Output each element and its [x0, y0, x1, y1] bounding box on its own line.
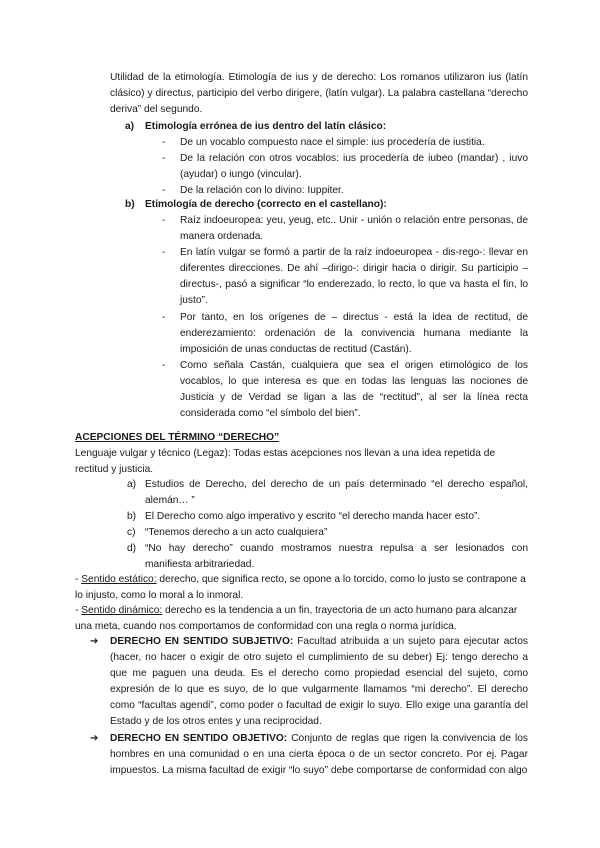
- list-item: [162, 135, 528, 151]
- list-item: [162, 213, 528, 245]
- list-item-text: Raíz indoeuropea: yeu, yeug, etc.. Unir - unión o relación entre personas, de manera ordenada.: [180, 215, 528, 243]
- letter-marker: c): [127, 527, 136, 539]
- list-item-text: De un vocablo compuesto nace el simple: ius procedería de iustitia.: [180, 137, 485, 148]
- arrow-item-text: Facultad atribuida a un sujeto para ejecutar actos (hacer, no hacer o exigir de otro sujeto el cumplimiento de su deber) Ej: tengo derecho a que me paguen una deuda. Es el derecho como propiedad esencial del sujeto, como expresión de lo que es suyo, de lo que vulgarmente llamamos “mi derecho”. El derecho como “facultas agendi”, como poder o facultad de exigir lo suyo. Ello exige una garantía del Estado y de los otros entes y una reciprocidad.: [110, 636, 528, 728]
- acepciones-intro-text: Lenguaje vulgar y técnico (Legaz): Todas estas acepciones nos llevan a una idea repetida de rectitud y justicia.: [75, 448, 496, 476]
- list-item: [162, 358, 528, 422]
- dash-marker: -: [162, 153, 166, 165]
- arrow-item-text: Conjunto de reglas que rigen la convivencia de los hombres en una comunidad o en una cierta época o de un sector concreto. Por ej. Pagar impuestos. La misma facultad de exigir “lo suyo” debe comportarse de conformidad con algo: [110, 732, 529, 776]
- sentido-estatico-text: derecho, que significa recto, se opone a lo torcido, como lo justo se contrapone a lo injusto, como lo moral a lo inmoral.: [75, 574, 526, 602]
- list-item-text: “No hay derecho” cuando mostramos nuestra repulsa a ser lesionados con manifiesta arbitrariedad.: [145, 543, 528, 571]
- arrow-item-term: DERECHO EN SENTIDO SUBJETIVO:: [110, 636, 294, 647]
- dash-prefix: -: [75, 574, 82, 585]
- dash-marker: -: [162, 359, 166, 371]
- section-b-heading: [110, 197, 530, 213]
- section-b-marker: b): [125, 199, 135, 210]
- section-a: [110, 119, 530, 135]
- section-b-list: [162, 213, 528, 422]
- list-item-text: “Tenemos derecho a un acto cualquiera”: [145, 527, 328, 539]
- sentido-estatico-paragraph: [75, 572, 530, 604]
- section-b-title: Etimología de derecho (correcto en el castellano):: [145, 199, 387, 210]
- intro-paragraph: [110, 70, 528, 118]
- letter-marker: b): [127, 511, 137, 523]
- dash-marker: -: [162, 137, 166, 148]
- arrow-item-subjetivo: [90, 634, 528, 731]
- list-item-text: De la relación con otros vocablos: ius procedería de iubeo (mandar) , iuvo (ayudar) o iungo (vincular).: [180, 153, 528, 181]
- section-a-list: [162, 135, 528, 199]
- section-a-marker: a): [125, 121, 135, 132]
- list-item-text: Por tanto, en los orígenes de – directus - está la idea de rectitud, de enderezamiento: ordenación de la convivencia humana mediante la imposición de unas conductas de rectitud (Castán).: [180, 311, 528, 355]
- dash-prefix: -: [75, 605, 82, 616]
- acepciones-intro: [75, 446, 530, 478]
- list-item: [127, 525, 528, 541]
- sentido-dinamico-text: derecho es la tendencia a un fin, trayectoria de un acto humano para alcanzar una meta, cuando nos comportamos de conformidad con una regla o norma jurídica.: [75, 605, 518, 633]
- intro-text: Utilidad de la etimología. Etimología de ius y de derecho: Los romanos utilizaron ius (latín clásico) y directus, participio del verbo dirigere, (latín vulgar). La palabra castellana “derecho deriva” del segundo.: [110, 72, 528, 116]
- arrow-item-term: DERECHO EN SENTIDO OBJETIVO:: [110, 732, 288, 744]
- list-item: [162, 245, 528, 309]
- section-a-title: Etimología errónea de ius dentro del latín clásico:: [145, 121, 387, 132]
- acepciones-heading: ACEPCIONES DEL TÉRMINO “DERECHO”: [75, 432, 280, 443]
- list-item-text: Como señala Castán, cualquiera que sea el origen etimológico de los vocablos, lo que interesa es que en todas las lenguas las nociones de Justicia y de Verdad se ligan a las de “rectitud”, al ser la línea recta considerada como “el símbolo del bien”.: [180, 359, 528, 420]
- list-item-text: En latín vulgar se formó a partir de la raíz indoeuropea - dis-rego-: llevar en diferentes direcciones. De ahí –dirigo-: dirigir hacia o dirigir. Su participio –directus-, pasó a significar “lo enderezado, lo recto, lo que va hasta el fin, lo justo”.: [180, 247, 528, 307]
- list-item-text: El Derecho como algo imperativo y escrito “el derecho manda hacer esto”.: [145, 511, 481, 523]
- sentido-estatico: [75, 572, 530, 604]
- dash-marker: -: [162, 247, 166, 259]
- list-item: [127, 541, 528, 573]
- acepciones-list: [127, 477, 528, 574]
- sentido-dinamico-term: Sentido dinámico:: [81, 605, 163, 616]
- list-item-text: Estudios de Derecho, del derecho de un país determinado “el derecho español, alemán… ”: [145, 479, 528, 507]
- section-b: [110, 197, 530, 213]
- dash-marker: -: [162, 311, 166, 323]
- list-item-text: De la relación con lo divino: Iuppiter.: [180, 185, 344, 197]
- list-item: [127, 477, 528, 509]
- letter-marker: a): [127, 479, 137, 490]
- arrow-item-objetivo: [90, 731, 529, 779]
- list-item: [162, 310, 528, 358]
- arrow-right-icon: ➔: [90, 636, 99, 647]
- list-item: [127, 509, 528, 525]
- dash-marker: -: [162, 185, 166, 197]
- dash-marker: -: [162, 215, 166, 226]
- arrow-right-icon: ➔: [90, 732, 99, 744]
- sentido-dinamico: [75, 603, 530, 635]
- list-item: [162, 151, 528, 183]
- section-a-heading: [110, 119, 530, 135]
- sentido-estatico-term: Sentido estático:: [81, 574, 157, 585]
- sentido-dinamico-paragraph: [75, 603, 530, 635]
- letter-marker: d): [127, 543, 137, 555]
- arrow-list: [90, 634, 529, 779]
